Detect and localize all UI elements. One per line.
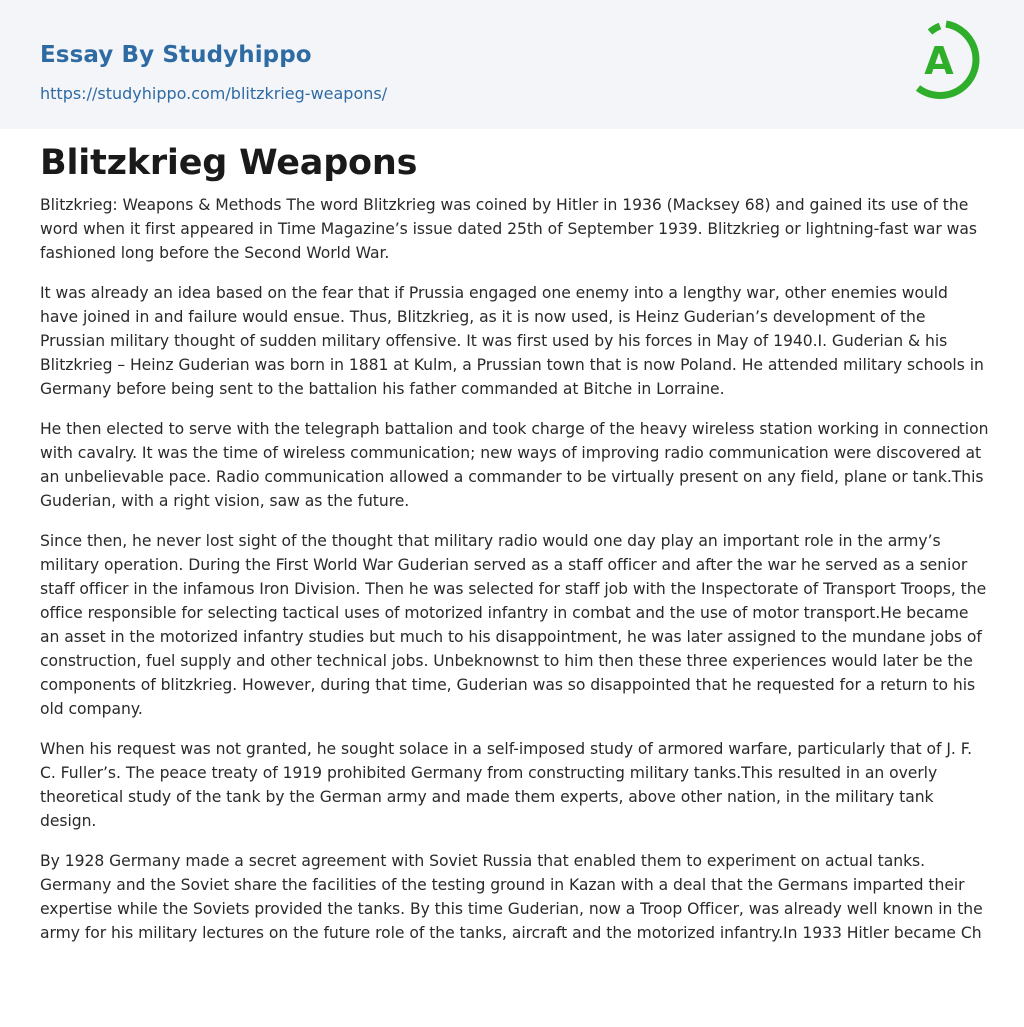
paragraph: By 1928 Germany made a secret agreement with Soviet Russia that enabled them to experiment on actual tanks. Germany and the Soviet share the facilities of the testing ground in Kazan with a deal that the Germans imparted their expertise while the Soviets provided the tanks. By this time Guderian, now a Troop Officer, was already well known in the army for his military lectures on the future role of the tanks, aircraft and the motorized infantry.In 1933 Hitler became Ch [40, 852, 983, 942]
paragraph: Blitzkrieg: Weapons & Methods The word Blitzkrieg was coined by Hitler in 1936 (Macksey 68) and gained its use of the word when it first appeared in Time Magazine’s issue dated 25th of September 1939. Blitzkrieg or lightning-fast war was fashioned long before the Second World War. [40, 196, 977, 262]
essay-url-link[interactable]: https://studyhippo.com/blitzkrieg-weapons/ [40, 84, 388, 103]
paragraph: Since then, he never lost sight of the thought that military radio would one day play an important role in the army’s military operation. During the First World War Guderian served as a staff officer and after the war he served as a senior staff officer in the infamous Iron Division. Then he was selected for staff job with the Inspectorate of Transport Troops, the office responsible for selecting tactical uses of motorized infantry in combat and the use of motor transport.He became an asset in the motorized infantry studies but much to his disappointment, he was later assigned to the mundane jobs of construction, fuel supply and other technical jobs. Unbeknownst to him then these three experiences would later be the components of blitzkrieg. However, during that time, Guderian was so disappointed that he requested for a return to his old company. [40, 532, 987, 718]
paragraph: He then elected to serve with the telegraph battalion and took charge of the heavy wireless station working in connection with cavalry. It was the time of wireless communication; new ways of improving radio communication were discovered at an unbelievable pace. Radio communication allowed a commander to be virtually present on any field, plane or tank.This Guderian, with a right vision, saw as the future. [40, 420, 989, 510]
essay-body [40, 193, 990, 961]
page-title: Blitzkrieg Weapons [40, 143, 418, 183]
site-header [0, 0, 1024, 129]
studyhippo-logo-icon[interactable] [910, 18, 986, 106]
paragraph: It was already an idea based on the fear that if Prussia engaged one enemy into a lengthy war, other enemies would have joined in and failure would ensue. Thus, Blitzkrieg, as it is now used, is Heinz Guderian’s development of the Prussian military thought of sudden military offensive. It was first used by his forces in May of 1940.I. Guderian & his Blitzkrieg – Heinz Guderian was born in 1881 at Kulm, a Prussian town that is now Poland. He attended military schools in Germany before being sent to the battalion his father commanded at Bitche in Lorraine. [40, 284, 984, 398]
logo-letter: A [924, 39, 954, 83]
brand-title[interactable]: Essay By Studyhippo [40, 42, 312, 68]
paragraph: When his request was not granted, he sought solace in a self-imposed study of armored warfare, particularly that of J. F. C. Fuller’s. The peace treaty of 1919 prohibited Germany from constructing military tanks.This resulted in an overly theoretical study of the tank by the German army and made them experts, above other nation, in the military tank design. [40, 740, 973, 830]
